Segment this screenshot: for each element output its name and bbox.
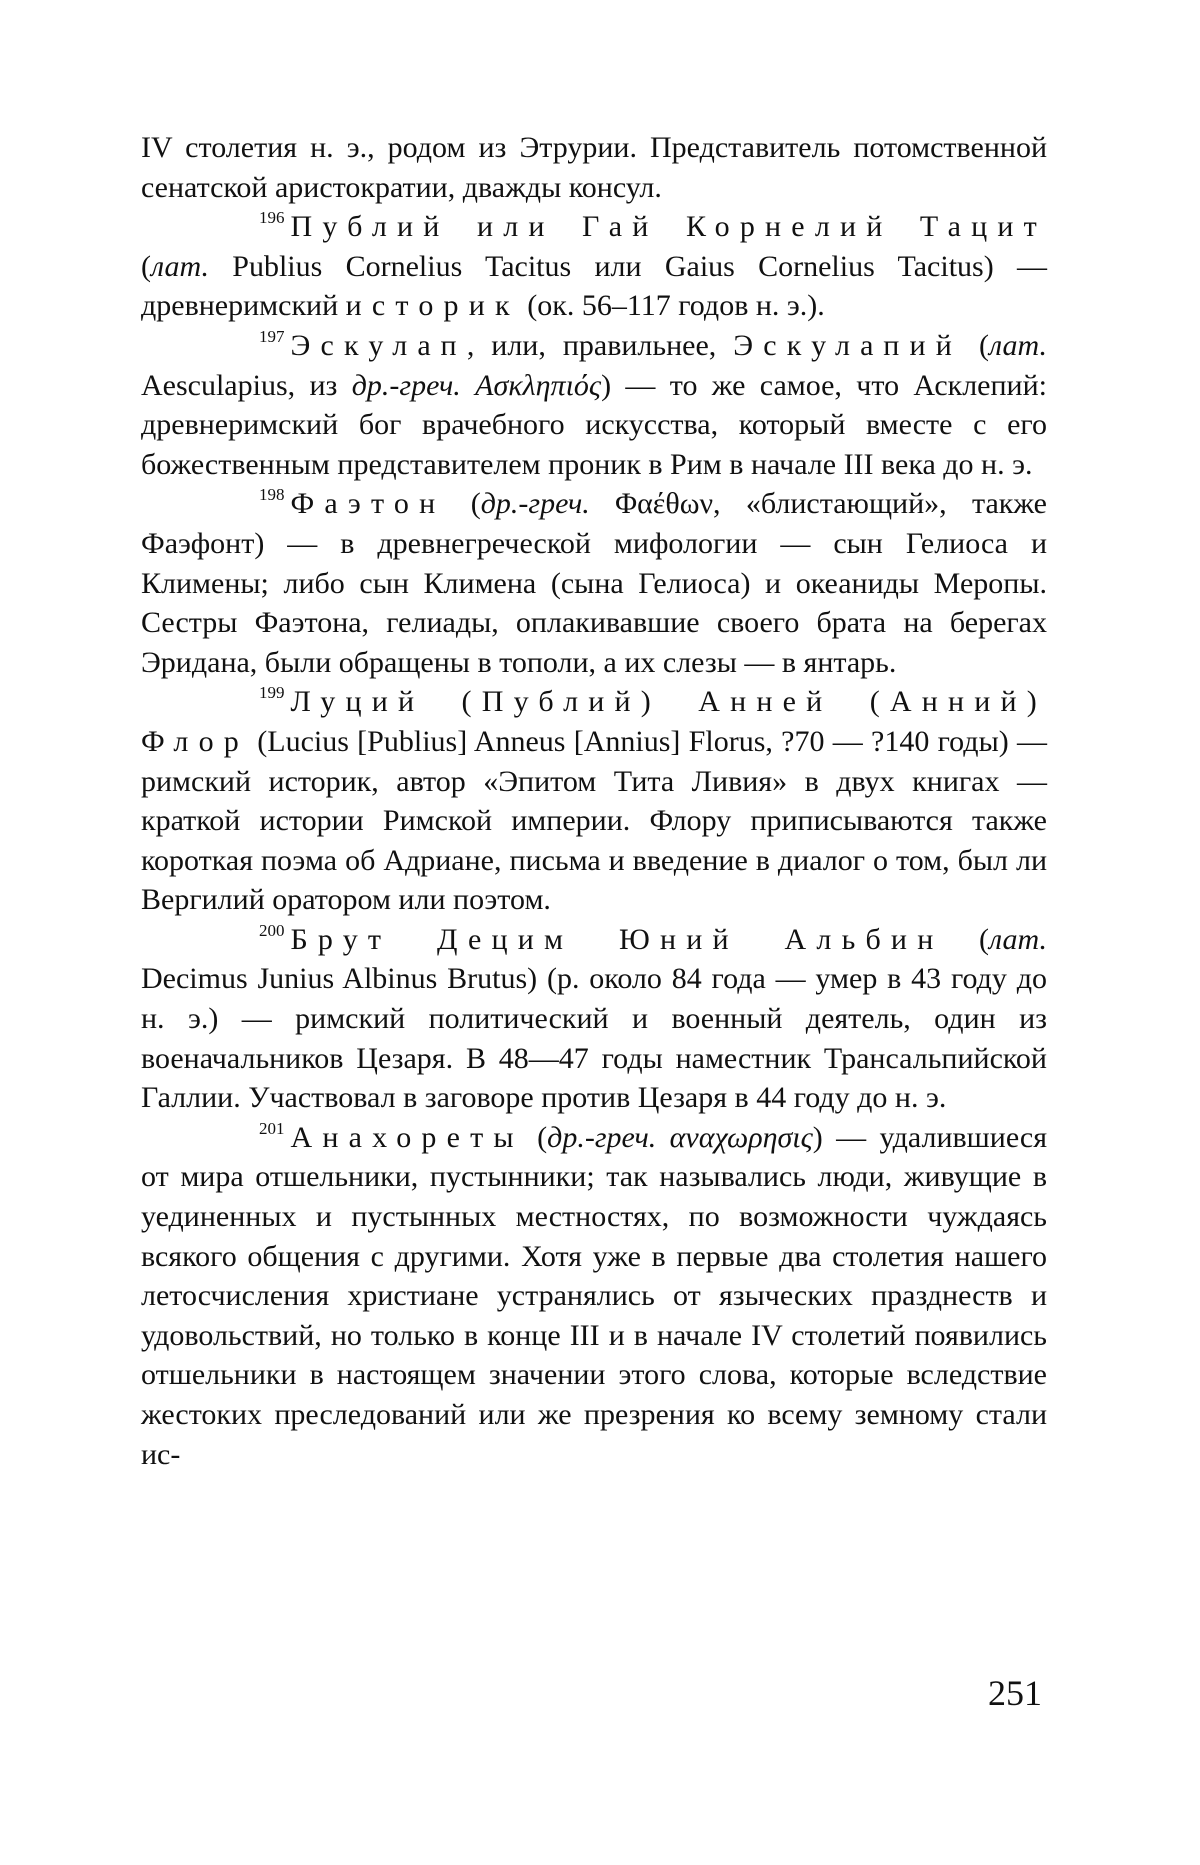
footnote-number: 200 [259,920,285,940]
text-span: ) — удалившиеся от мира отшельники, пустынники; так назывались люди, живущие в уединенных и пустынных местностях, по возможности чуждаясь всякого общения с другими. Хотя уже в первые два столетия нашего летосчисления христиане устранялись от языческих празднеств и удовольствий, но только в конце III и в начале IV столетий появились отшельники в настоящем значении этого слова, которые вследствие жестоких преследований или же презрения ко всему земному стали ис- [141,1120,1048,1471]
text-span: (Lucius [Publius] Anneus [Annius] Florus, ?70 — ?140 годы) — римский историк, автор «Эпитом Тита Ливия» в двух книгах — краткой истории Римской империи. Флору приписываются также короткая поэма об Адриане, письма и введение в диалог о том, был ли Вергилий оратором или поэтом. [141,724,1047,917]
italic-text: лат. [989,328,1047,362]
text-span: ) — то же самое, что Асклепий: древнеримский бог врачебного искусства, который вместе с его божественным представителем проник в Рим в начале III века до н. э. [141,368,1047,481]
greek-word: αναχωρησις [669,1120,813,1154]
italic-text: др.-греч. [351,368,461,402]
intro-paragraph: IV столетия н. э., родом из Этрурии. Представитель потомственной сенатской аристократии, дважды консул. [141,131,1047,204]
greek-word: Ασκληπιός [475,368,602,402]
term-text: Эскулап [290,328,467,362]
text-span: Φαέθων, «блистающий», также Фаэфонт) — в древнегреческой мифологии — сын Гелиоса и Климены; либо сын Климена (сына Гелиоса) и океаниды Меропы. Сестры Фаэтона, гелиады, оплакивавшие своего брата на берегах Эридана, были обращены в тополи, а их слезы — в янтарь. [141,487,1047,679]
text-span: ( [445,487,481,521]
footnote-198 [141,484,1047,682]
footnote-number: 199 [259,683,285,703]
footnote-200 [141,920,1047,1118]
term-text: Эскулапий [733,328,963,362]
footnote-201 [141,1118,1047,1474]
text-span: Aesculapius, из [141,368,352,402]
term-text: Луций (Публий) Анней (Анний) Флор [141,685,1047,758]
italic-text: лат. [989,922,1047,956]
page-number: 251 [988,1673,1042,1713]
italic-text: лат. [151,249,209,283]
text-span [461,369,475,402]
page-body [141,128,1047,1474]
term-text: Фаэтон [290,487,446,521]
text-span: ( [943,922,990,956]
footnote-199 [141,682,1047,920]
footnote-number: 198 [259,485,285,505]
term-text: Публий или Гай Корнелий Тацит [290,210,1047,244]
footnote-196 [141,207,1047,326]
text-span: , или, правильнее, [466,328,734,362]
text-span: ( [523,1120,548,1154]
text-span: ( [962,328,990,362]
text-span: Publius Cornelius Tacitus или Gaius Cornelius Tacitus) — древнеримский [141,249,1047,323]
footnote-197 [141,326,1047,484]
term-text: историк [345,289,520,323]
text-span: (ок. 56–117 годов н. э.). [519,289,825,323]
footnote-number: 197 [259,326,285,346]
text-span: ( [141,249,151,283]
italic-text: др.-греч. [480,487,590,521]
footnote-number: 201 [259,1118,285,1138]
text-span: Decimus Junius Albinus Brutus) (р. около 84 года — умер в 43 году до н. э.) — римский политический и военный деятель, один из военачальников Цезаря. В 48—47 годы наместник Трансальпийской Галлии. Участвовал в заговоре против Цезаря в 44 году до н. э. [141,962,1047,1115]
footnote-number: 196 [259,208,285,228]
term-text: Брут Децим Юний Альбин [290,922,944,956]
italic-text: др.-греч. [547,1120,657,1154]
term-text: Анахореты [290,1120,524,1154]
text-span [656,1121,669,1154]
